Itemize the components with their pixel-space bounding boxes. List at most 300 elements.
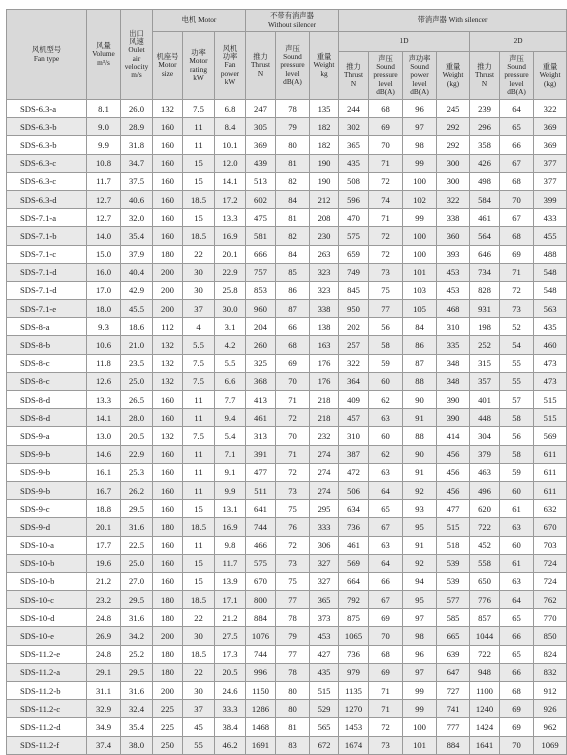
- cell-outlet-velocity: 25.2: [121, 645, 153, 663]
- cell-1d-swl: 88: [403, 427, 437, 445]
- cell-2d-thrust: 584: [470, 190, 500, 208]
- cell-2d-thrust: 358: [470, 136, 500, 154]
- cell-2d-thrust: 1641: [470, 736, 500, 754]
- cell-1d-spl: 73: [369, 263, 403, 281]
- cell-2d-thrust: 1100: [470, 682, 500, 700]
- cell-1d-swl: 84: [403, 318, 437, 336]
- cell-motor-size: 160: [153, 445, 183, 463]
- cell-fan-power: 5.4: [215, 427, 246, 445]
- cell-outlet-velocity: 40.4: [121, 263, 153, 281]
- cell-2d-weight: 569: [534, 427, 567, 445]
- cell-fan-power: 7.1: [215, 445, 246, 463]
- cell-1d-swl: 102: [403, 190, 437, 208]
- table-row: [7, 700, 567, 718]
- cell-1d-spl: 71: [369, 154, 403, 172]
- cell-fan-power: 17.1: [215, 591, 246, 609]
- table-row: [7, 318, 567, 336]
- cell-2d-thrust: 1240: [470, 700, 500, 718]
- cell-fan-power: 17.3: [215, 645, 246, 663]
- cell-spl: 85: [276, 263, 310, 281]
- cell-motor-size: 200: [153, 627, 183, 645]
- cell-fan-type: SDS-11.2-c: [7, 700, 87, 718]
- cell-2d-weight: 632: [534, 500, 567, 518]
- table-row: [7, 300, 567, 318]
- cell-fan-type: SDS-11.2-a: [7, 663, 87, 681]
- cell-1d-weight: 390: [437, 409, 470, 427]
- cell-fan-power: 10.1: [215, 136, 246, 154]
- cell-weight: 182: [310, 136, 339, 154]
- cell-1d-weight: 292: [437, 118, 470, 136]
- header-fan-type: 风机型号 Fan type: [7, 10, 87, 100]
- cell-2d-thrust: 252: [470, 336, 500, 354]
- cell-1d-thrust: 1453: [339, 718, 369, 736]
- cell-spl: 70: [276, 427, 310, 445]
- cell-spl: 73: [276, 481, 310, 499]
- cell-2d-weight: 724: [534, 572, 567, 590]
- cell-2d-spl: 69: [500, 700, 534, 718]
- cell-thrust: 466: [246, 536, 276, 554]
- cell-spl: 79: [276, 627, 310, 645]
- cell-2d-thrust: 401: [470, 391, 500, 409]
- header-outlet-velocity: 出口 风速 Oulet air velocity m/s: [121, 10, 153, 100]
- cell-spl: 82: [276, 227, 310, 245]
- cell-motor-size: 200: [153, 682, 183, 700]
- cell-1d-spl: 70: [369, 627, 403, 645]
- cell-1d-swl: 91: [403, 463, 437, 481]
- header-1d-thrust: 推力 Thrust N: [339, 52, 369, 100]
- cell-thrust: 960: [246, 300, 276, 318]
- cell-1d-swl: 92: [403, 481, 437, 499]
- cell-weight: 327: [310, 572, 339, 590]
- cell-fan-type: SDS-6.3-a: [7, 100, 87, 118]
- table-row: [7, 263, 567, 281]
- cell-1d-thrust: 409: [339, 391, 369, 409]
- cell-fan-type: SDS-10-d: [7, 609, 87, 627]
- cell-fan-power: 17.2: [215, 190, 246, 208]
- cell-2d-spl: 61: [500, 554, 534, 572]
- cell-fan-power: 13.1: [215, 500, 246, 518]
- cell-fan-type: SDS-7.1-d: [7, 281, 87, 299]
- cell-2d-weight: 377: [534, 172, 567, 190]
- cell-weight: 515: [310, 682, 339, 700]
- cell-motor-size: 160: [153, 572, 183, 590]
- cell-motor-size: 200: [153, 281, 183, 299]
- cell-1d-swl: 96: [403, 100, 437, 118]
- cell-thrust: 513: [246, 172, 276, 190]
- cell-fan-power: 33.3: [215, 700, 246, 718]
- cell-outlet-velocity: 25.3: [121, 463, 153, 481]
- cell-weight: 190: [310, 154, 339, 172]
- cell-1d-swl: 101: [403, 736, 437, 754]
- cell-2d-spl: 69: [500, 718, 534, 736]
- cell-2d-thrust: 452: [470, 536, 500, 554]
- cell-thrust: 204: [246, 318, 276, 336]
- cell-thrust: 744: [246, 645, 276, 663]
- cell-2d-weight: 724: [534, 554, 567, 572]
- cell-weight: 565: [310, 718, 339, 736]
- cell-fan-power: 12.0: [215, 154, 246, 172]
- table-row: [7, 463, 567, 481]
- cell-motor-rating: 15: [183, 554, 215, 572]
- table-row: [7, 663, 567, 681]
- cell-1d-weight: 741: [437, 700, 470, 718]
- cell-motor-size: 200: [153, 263, 183, 281]
- cell-2d-spl: 63: [500, 572, 534, 590]
- cell-fan-power: 27.5: [215, 627, 246, 645]
- table-row: [7, 281, 567, 299]
- table-row: [7, 536, 567, 554]
- cell-1d-swl: 95: [403, 518, 437, 536]
- cell-motor-size: 132: [153, 427, 183, 445]
- cell-1d-spl: 71: [369, 682, 403, 700]
- cell-volume: 14.1: [87, 409, 121, 427]
- cell-motor-size: 180: [153, 609, 183, 627]
- cell-weight: 135: [310, 100, 339, 118]
- cell-1d-spl: 65: [369, 500, 403, 518]
- cell-1d-swl: 100: [403, 172, 437, 190]
- cell-motor-rating: 30: [183, 281, 215, 299]
- table-row: [7, 227, 567, 245]
- cell-fan-type: SDS-6.3-c: [7, 154, 87, 172]
- cell-spl: 80: [276, 136, 310, 154]
- cell-outlet-velocity: 22.9: [121, 445, 153, 463]
- cell-1d-weight: 300: [437, 172, 470, 190]
- cell-fan-type: SDS-9-b: [7, 481, 87, 499]
- cell-thrust: 511: [246, 481, 276, 499]
- cell-2d-spl: 68: [500, 227, 534, 245]
- cell-fan-type: SDS-9-a: [7, 427, 87, 445]
- header-without-silencer: 不带有消声器 Without silencer: [246, 10, 339, 32]
- cell-2d-weight: 1069: [534, 736, 567, 754]
- cell-2d-spl: 65: [500, 118, 534, 136]
- cell-spl: 81: [276, 209, 310, 227]
- cell-motor-size: 160: [153, 136, 183, 154]
- header-1d-swl: 声功率 Sound power level dB(A): [403, 52, 437, 100]
- cell-weight: 163: [310, 336, 339, 354]
- cell-1d-spl: 75: [369, 281, 403, 299]
- cell-2d-weight: 912: [534, 682, 567, 700]
- cell-thrust: 641: [246, 500, 276, 518]
- cell-1d-thrust: 569: [339, 554, 369, 572]
- cell-fan-type: SDS-8-d: [7, 391, 87, 409]
- cell-1d-swl: 99: [403, 209, 437, 227]
- cell-spl: 75: [276, 500, 310, 518]
- cell-1d-spl: 60: [369, 427, 403, 445]
- header-motor-size: 机座号 Motor size: [153, 32, 183, 100]
- table-row: [7, 391, 567, 409]
- cell-1d-thrust: 472: [339, 463, 369, 481]
- cell-2d-thrust: 461: [470, 209, 500, 227]
- cell-2d-weight: 455: [534, 227, 567, 245]
- cell-outlet-velocity: 35.4: [121, 718, 153, 736]
- cell-2d-spl: 60: [500, 481, 534, 499]
- cell-2d-thrust: 463: [470, 463, 500, 481]
- cell-2d-spl: 66: [500, 136, 534, 154]
- cell-1d-weight: 518: [437, 536, 470, 554]
- cell-1d-spl: 67: [369, 591, 403, 609]
- cell-fan-type: SDS-6.3-b: [7, 118, 87, 136]
- cell-motor-size: 200: [153, 300, 183, 318]
- cell-fan-type: SDS-8-a: [7, 318, 87, 336]
- header-2d-spl: 声压 Sound pressure level dB(A): [500, 52, 534, 100]
- cell-motor-rating: 7.5: [183, 100, 215, 118]
- cell-1d-swl: 96: [403, 645, 437, 663]
- cell-2d-spl: 69: [500, 245, 534, 263]
- cell-2d-thrust: 620: [470, 500, 500, 518]
- cell-2d-thrust: 1044: [470, 627, 500, 645]
- cell-motor-size: 132: [153, 372, 183, 390]
- cell-2d-spl: 54: [500, 336, 534, 354]
- cell-2d-weight: 832: [534, 663, 567, 681]
- cell-motor-rating: 5.5: [183, 336, 215, 354]
- header-fan-power: 风机 功率 Fan power kW: [215, 32, 246, 100]
- cell-outlet-velocity: 29.5: [121, 500, 153, 518]
- cell-2d-spl: 58: [500, 445, 534, 463]
- cell-1d-swl: 92: [403, 554, 437, 572]
- cell-fan-type: SDS-8-d: [7, 409, 87, 427]
- cell-spl: 81: [276, 154, 310, 172]
- cell-outlet-velocity: 31.6: [121, 609, 153, 627]
- cell-weight: 190: [310, 172, 339, 190]
- cell-1d-thrust: 244: [339, 100, 369, 118]
- cell-1d-thrust: 364: [339, 372, 369, 390]
- cell-fan-power: 5.5: [215, 354, 246, 372]
- cell-2d-spl: 71: [500, 263, 534, 281]
- cell-motor-rating: 30: [183, 682, 215, 700]
- cell-fan-power: 22.9: [215, 263, 246, 281]
- cell-fan-type: SDS-8-c: [7, 354, 87, 372]
- cell-2d-weight: 611: [534, 481, 567, 499]
- cell-fan-power: 9.8: [215, 536, 246, 554]
- table-row: [7, 136, 567, 154]
- cell-motor-size: 132: [153, 354, 183, 372]
- cell-1d-swl: 90: [403, 445, 437, 463]
- cell-1d-thrust: 1135: [339, 682, 369, 700]
- cell-1d-weight: 539: [437, 572, 470, 590]
- table-row: [7, 190, 567, 208]
- cell-spl: 79: [276, 118, 310, 136]
- cell-1d-weight: 453: [437, 281, 470, 299]
- cell-spl: 69: [276, 354, 310, 372]
- cell-1d-swl: 88: [403, 372, 437, 390]
- cell-volume: 10.6: [87, 336, 121, 354]
- cell-outlet-velocity: 25.0: [121, 372, 153, 390]
- cell-weight: 232: [310, 427, 339, 445]
- cell-1d-weight: 348: [437, 354, 470, 372]
- cell-motor-size: 160: [153, 536, 183, 554]
- cell-1d-weight: 338: [437, 209, 470, 227]
- cell-motor-size: 180: [153, 518, 183, 536]
- cell-fan-type: SDS-9-d: [7, 518, 87, 536]
- cell-2d-weight: 670: [534, 518, 567, 536]
- cell-2d-thrust: 558: [470, 554, 500, 572]
- cell-1d-thrust: 596: [339, 190, 369, 208]
- cell-2d-weight: 762: [534, 591, 567, 609]
- cell-1d-swl: 100: [403, 718, 437, 736]
- cell-thrust: 670: [246, 572, 276, 590]
- cell-spl: 77: [276, 645, 310, 663]
- header-spl: 声压 Sound pressure level dB(A): [276, 32, 310, 100]
- cell-thrust: 477: [246, 463, 276, 481]
- cell-1d-weight: 665: [437, 627, 470, 645]
- cell-2d-thrust: 239: [470, 100, 500, 118]
- cell-fan-power: 21.2: [215, 609, 246, 627]
- cell-volume: 34.9: [87, 718, 121, 736]
- cell-thrust: 1150: [246, 682, 276, 700]
- cell-volume: 15.0: [87, 245, 121, 263]
- table-row: [7, 354, 567, 372]
- cell-fan-type: SDS-8-c: [7, 372, 87, 390]
- table-row: [7, 118, 567, 136]
- cell-volume: 31.1: [87, 682, 121, 700]
- cell-1d-swl: 105: [403, 300, 437, 318]
- cell-volume: 20.1: [87, 518, 121, 536]
- header-2d: 2D: [470, 32, 567, 52]
- cell-2d-spl: 61: [500, 500, 534, 518]
- cell-outlet-velocity: 40.6: [121, 190, 153, 208]
- cell-fan-type: SDS-10-e: [7, 627, 87, 645]
- cell-2d-weight: 322: [534, 100, 567, 118]
- cell-spl: 68: [276, 336, 310, 354]
- header-volume: 风量 Volume m³/s: [87, 10, 121, 100]
- cell-2d-weight: 399: [534, 190, 567, 208]
- cell-2d-spl: 64: [500, 100, 534, 118]
- table-row: [7, 445, 567, 463]
- cell-motor-rating: 11: [183, 409, 215, 427]
- cell-weight: 212: [310, 190, 339, 208]
- cell-1d-spl: 71: [369, 700, 403, 718]
- cell-fan-power: 25.8: [215, 281, 246, 299]
- cell-volume: 21.2: [87, 572, 121, 590]
- header-thrust: 推力 Thrust N: [246, 32, 276, 100]
- cell-1d-spl: 59: [369, 354, 403, 372]
- cell-volume: 18.0: [87, 300, 121, 318]
- cell-2d-weight: 850: [534, 627, 567, 645]
- cell-weight: 182: [310, 118, 339, 136]
- cell-1d-weight: 468: [437, 300, 470, 318]
- cell-weight: 218: [310, 409, 339, 427]
- cell-motor-rating: 18.5: [183, 518, 215, 536]
- cell-weight: 323: [310, 263, 339, 281]
- cell-1d-thrust: 365: [339, 136, 369, 154]
- cell-volume: 19.6: [87, 554, 121, 572]
- cell-fan-power: 6.8: [215, 100, 246, 118]
- cell-2d-weight: 488: [534, 245, 567, 263]
- cell-2d-thrust: 498: [470, 172, 500, 190]
- cell-2d-thrust: 734: [470, 263, 500, 281]
- cell-2d-spl: 64: [500, 591, 534, 609]
- cell-weight: 435: [310, 663, 339, 681]
- cell-1d-swl: 100: [403, 245, 437, 263]
- cell-motor-size: 225: [153, 718, 183, 736]
- cell-outlet-velocity: 26.0: [121, 100, 153, 118]
- cell-spl: 78: [276, 663, 310, 681]
- cell-fan-power: 24.6: [215, 682, 246, 700]
- cell-weight: 274: [310, 463, 339, 481]
- cell-2d-thrust: 722: [470, 645, 500, 663]
- cell-2d-spl: 66: [500, 627, 534, 645]
- cell-outlet-velocity: 31.8: [121, 136, 153, 154]
- cell-1d-spl: 60: [369, 372, 403, 390]
- cell-2d-thrust: 315: [470, 354, 500, 372]
- cell-1d-swl: 103: [403, 281, 437, 299]
- cell-weight: 176: [310, 354, 339, 372]
- cell-fan-power: 9.4: [215, 409, 246, 427]
- cell-2d-weight: 824: [534, 645, 567, 663]
- cell-weight: 176: [310, 372, 339, 390]
- cell-2d-spl: 73: [500, 300, 534, 318]
- cell-1d-spl: 69: [369, 663, 403, 681]
- cell-outlet-velocity: 28.0: [121, 409, 153, 427]
- cell-motor-rating: 15: [183, 172, 215, 190]
- cell-1d-spl: 71: [369, 209, 403, 227]
- cell-1d-spl: 69: [369, 609, 403, 627]
- cell-outlet-velocity: 21.0: [121, 336, 153, 354]
- cell-2d-thrust: 448: [470, 409, 500, 427]
- cell-motor-size: 160: [153, 227, 183, 245]
- cell-2d-weight: 369: [534, 136, 567, 154]
- cell-fan-power: 4.2: [215, 336, 246, 354]
- cell-fan-type: SDS-9-b: [7, 463, 87, 481]
- cell-2d-weight: 703: [534, 536, 567, 554]
- cell-outlet-velocity: 32.0: [121, 209, 153, 227]
- cell-2d-spl: 67: [500, 209, 534, 227]
- cell-1d-swl: 91: [403, 409, 437, 427]
- cell-1d-weight: 639: [437, 645, 470, 663]
- cell-2d-weight: 473: [534, 354, 567, 372]
- cell-spl: 73: [276, 554, 310, 572]
- table-row: [7, 481, 567, 499]
- cell-outlet-velocity: 32.4: [121, 700, 153, 718]
- cell-thrust: 313: [246, 427, 276, 445]
- cell-1d-thrust: 845: [339, 281, 369, 299]
- cell-1d-thrust: 875: [339, 609, 369, 627]
- cell-1d-thrust: 302: [339, 118, 369, 136]
- table-row: [7, 409, 567, 427]
- cell-2d-thrust: 646: [470, 245, 500, 263]
- cell-motor-size: 160: [153, 118, 183, 136]
- table-row: [7, 154, 567, 172]
- cell-spl: 87: [276, 300, 310, 318]
- cell-outlet-velocity: 42.9: [121, 281, 153, 299]
- cell-thrust: 853: [246, 281, 276, 299]
- cell-1d-swl: 87: [403, 354, 437, 372]
- cell-volume: 29.1: [87, 663, 121, 681]
- cell-outlet-velocity: 35.4: [121, 227, 153, 245]
- cell-motor-rating: 45: [183, 718, 215, 736]
- cell-2d-thrust: 776: [470, 591, 500, 609]
- cell-thrust: 581: [246, 227, 276, 245]
- cell-thrust: 1468: [246, 718, 276, 736]
- cell-fan-power: 11.7: [215, 554, 246, 572]
- cell-fan-type: SDS-6.3-d: [7, 190, 87, 208]
- cell-outlet-velocity: 31.6: [121, 682, 153, 700]
- cell-weight: 306: [310, 536, 339, 554]
- cell-thrust: 757: [246, 263, 276, 281]
- cell-fan-power: 20.1: [215, 245, 246, 263]
- cell-2d-weight: 548: [534, 281, 567, 299]
- cell-1d-weight: 453: [437, 263, 470, 281]
- cell-2d-spl: 59: [500, 463, 534, 481]
- cell-weight: 274: [310, 445, 339, 463]
- cell-thrust: 325: [246, 354, 276, 372]
- cell-fan-power: 30.0: [215, 300, 246, 318]
- cell-thrust: 391: [246, 445, 276, 463]
- cell-2d-spl: 68: [500, 172, 534, 190]
- cell-1d-thrust: 950: [339, 300, 369, 318]
- cell-outlet-velocity: 37.5: [121, 172, 153, 190]
- cell-1d-swl: 93: [403, 500, 437, 518]
